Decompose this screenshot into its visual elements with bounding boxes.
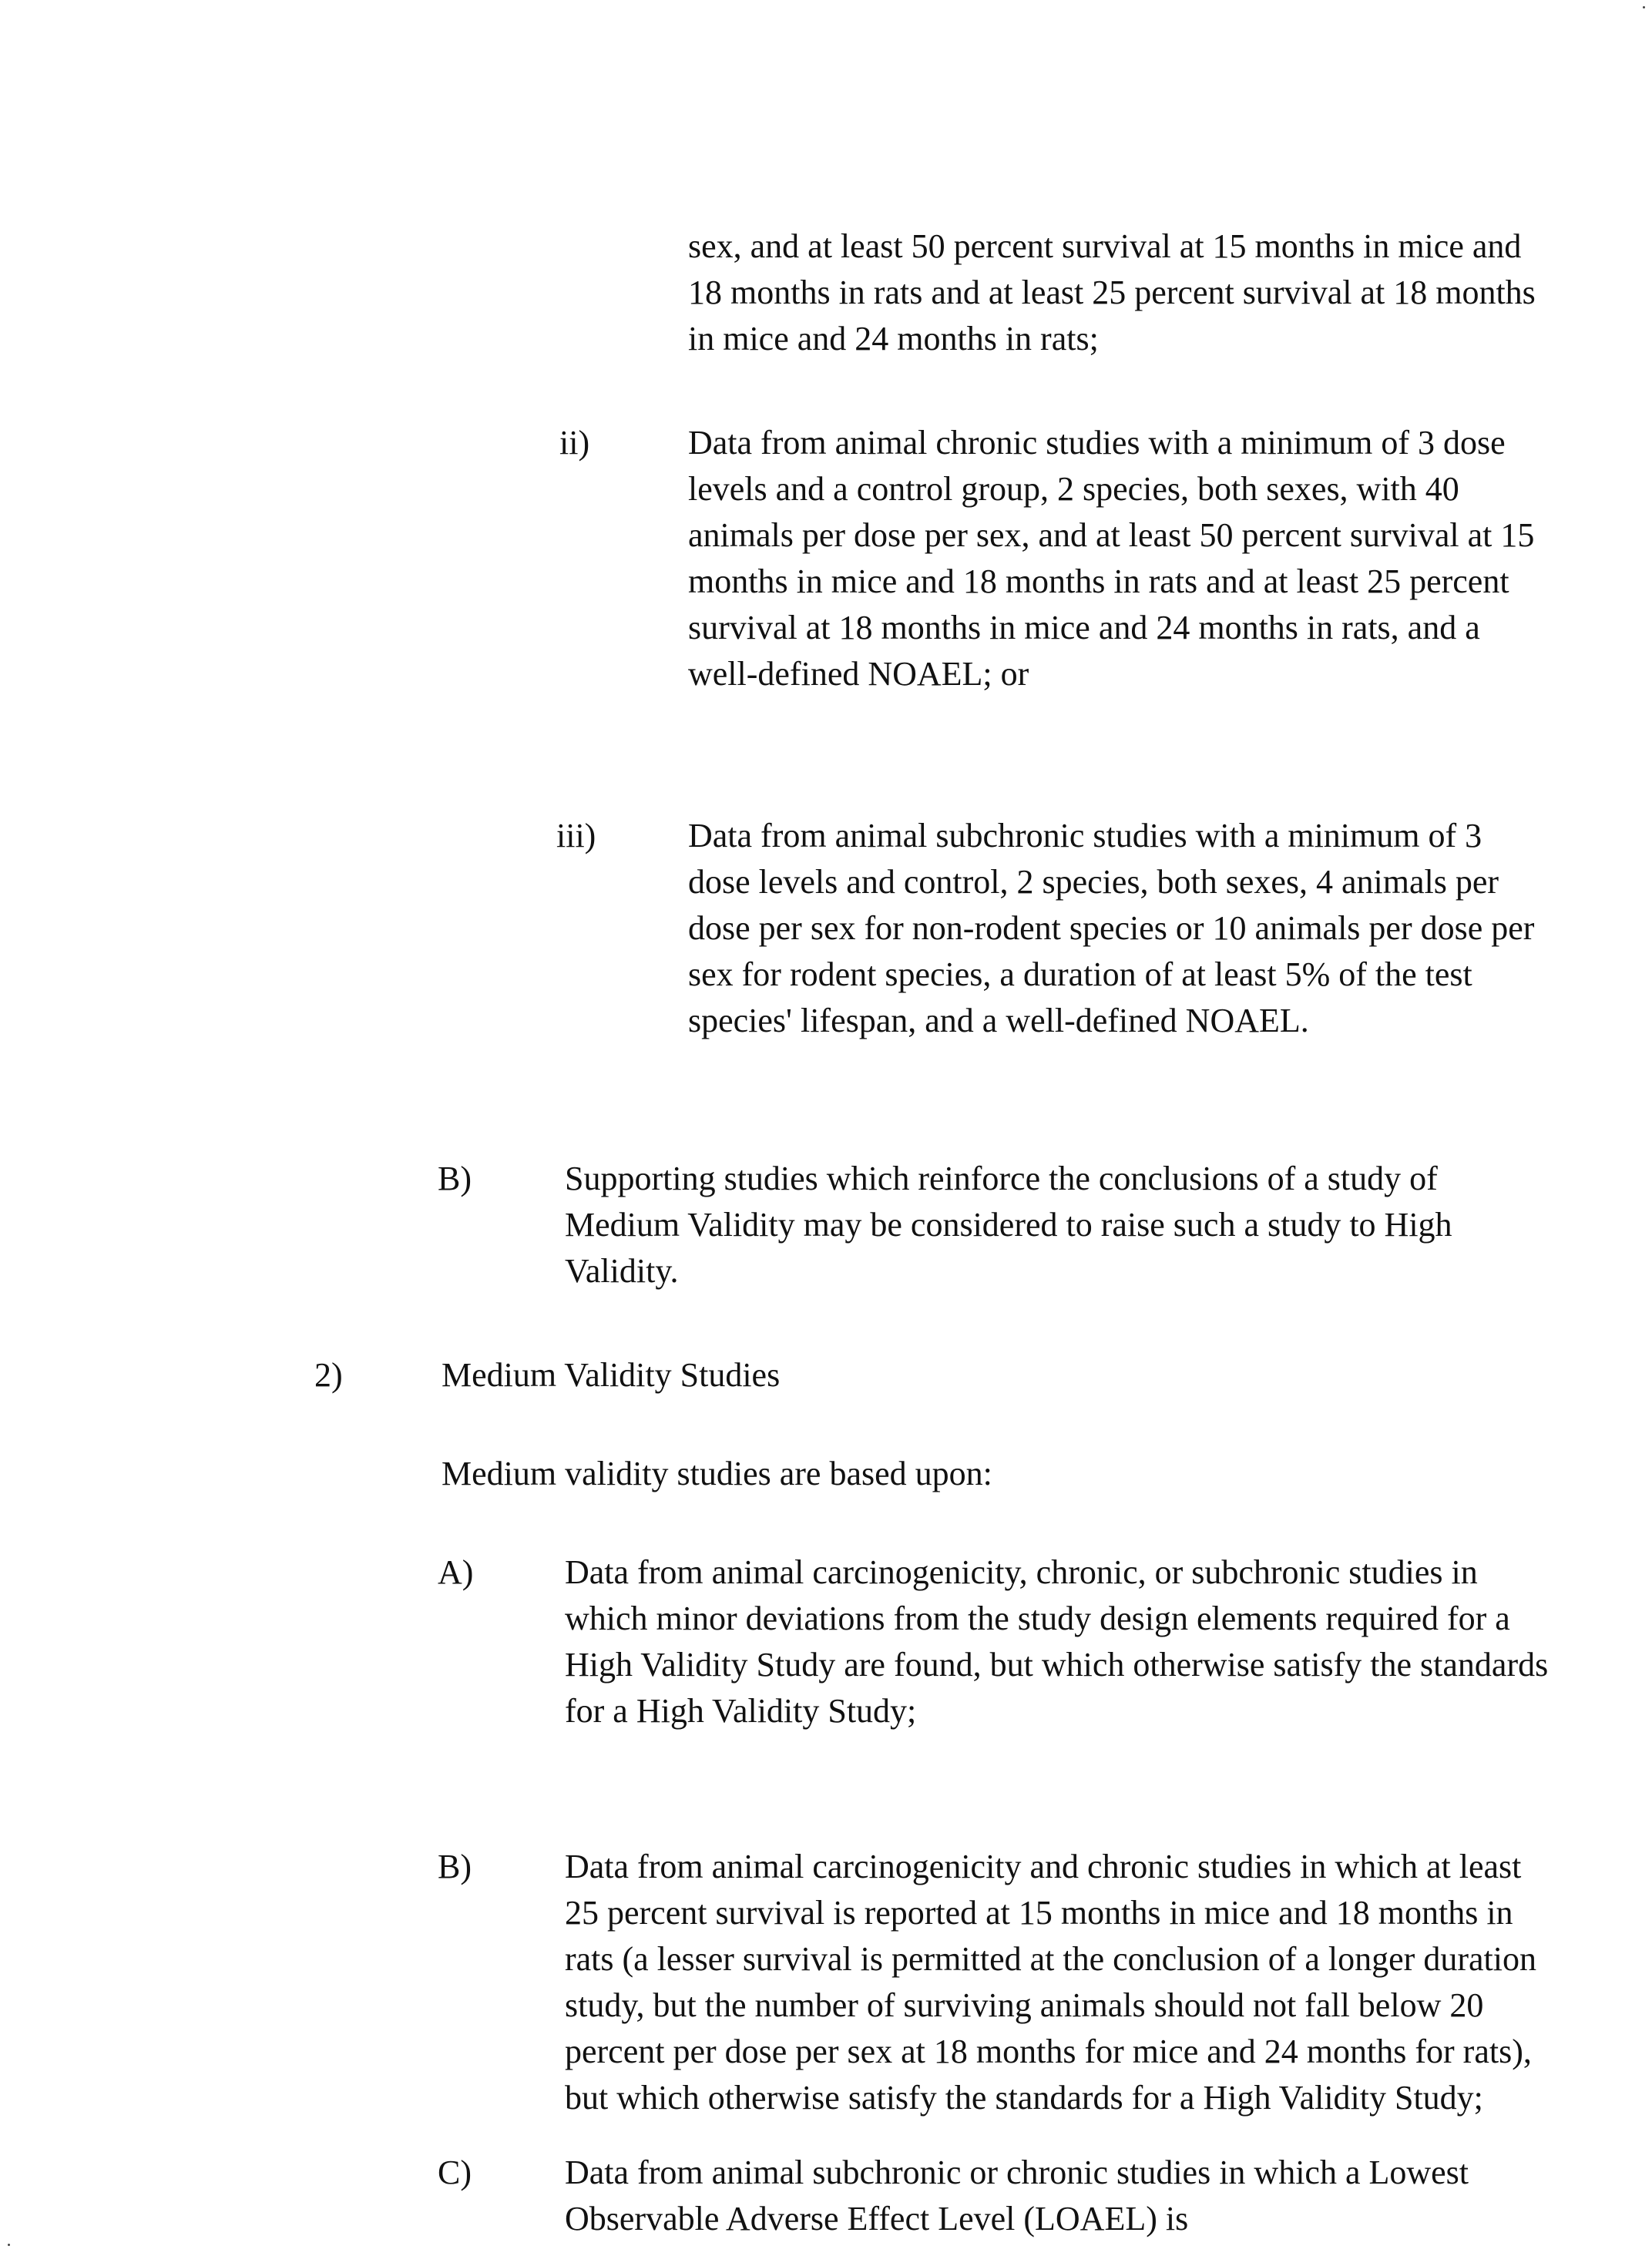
item-B-medium-paragraph: Data from animal carcinogenicity and chronic studies in which at least 25 percent survival is reported at 15 months in mice and 18 months in rats (a lesser survival is permitted at the conclusion of a longer duration study, but the number of surviving animals should not fall below 20 percent per dose per sex at 18 months for mice and 24 months for rats), but which otherwise satisfy the standards for a High Validity Study; — [565, 1848, 1536, 2117]
item-C-medium-paragraph: Data from animal subchronic or chronic studies in which a Lowest Observable Adverse Effect Level (LOAEL) is — [565, 2154, 1469, 2238]
continuation-paragraph: sex, and at least 50 percent survival at 15 months in mice and 18 months in rats and at least 25 percent survival at 18 months in mice and 24 months in rats; — [688, 227, 1536, 358]
item-label-B-high: B) — [438, 1160, 472, 1197]
section-heading: Medium Validity Studies — [442, 1356, 781, 1394]
item-iii-paragraph: Data from animal subchronic studies with a minimum of 3 dose levels and control, 2 species, both sexes, 4 animals per dose per sex for non-rodent species or 10 animals per dose per sex for rodent species, a duration of at least 5% of the test species' lifespan, and a well-defined NOAEL. — [688, 817, 1535, 1039]
item-label-C-medium: C) — [438, 2154, 472, 2191]
item-label-B-medium: B) — [438, 1848, 472, 1885]
section-label-2: 2) — [314, 1356, 343, 1394]
item-label-A-medium: A) — [438, 1553, 474, 1591]
item-label-ii: ii) — [559, 424, 590, 462]
item-ii-paragraph: Data from animal chronic studies with a minimum of 3 dose levels and a control group, 2 species, both sexes, with 40 animals per dose per sex, and at least 50 percent survival at 15 months in mice and 18 months in rats and at least 25 percent survival at 18 months in mice and 24 months in rats, and a well-defined NOAEL; or — [688, 424, 1535, 693]
item-A-medium-paragraph: Data from animal carcinogenicity, chronic, or subchronic studies in which minor deviations from the study design elements required for a High Validity Study are found, but which otherwise satisfy the standards for a High Validity Study; — [565, 1553, 1549, 1730]
item-label-iii: iii) — [556, 817, 596, 854]
scan-speck — [8, 2244, 10, 2246]
scan-speck — [1643, 6, 1645, 8]
section-intro: Medium validity studies are based upon: — [442, 1455, 992, 1492]
item-B-high-paragraph: Supporting studies which reinforce the conclusions of a study of Medium Validity may be considered to raise such a study to High Validity. — [565, 1160, 1452, 1290]
